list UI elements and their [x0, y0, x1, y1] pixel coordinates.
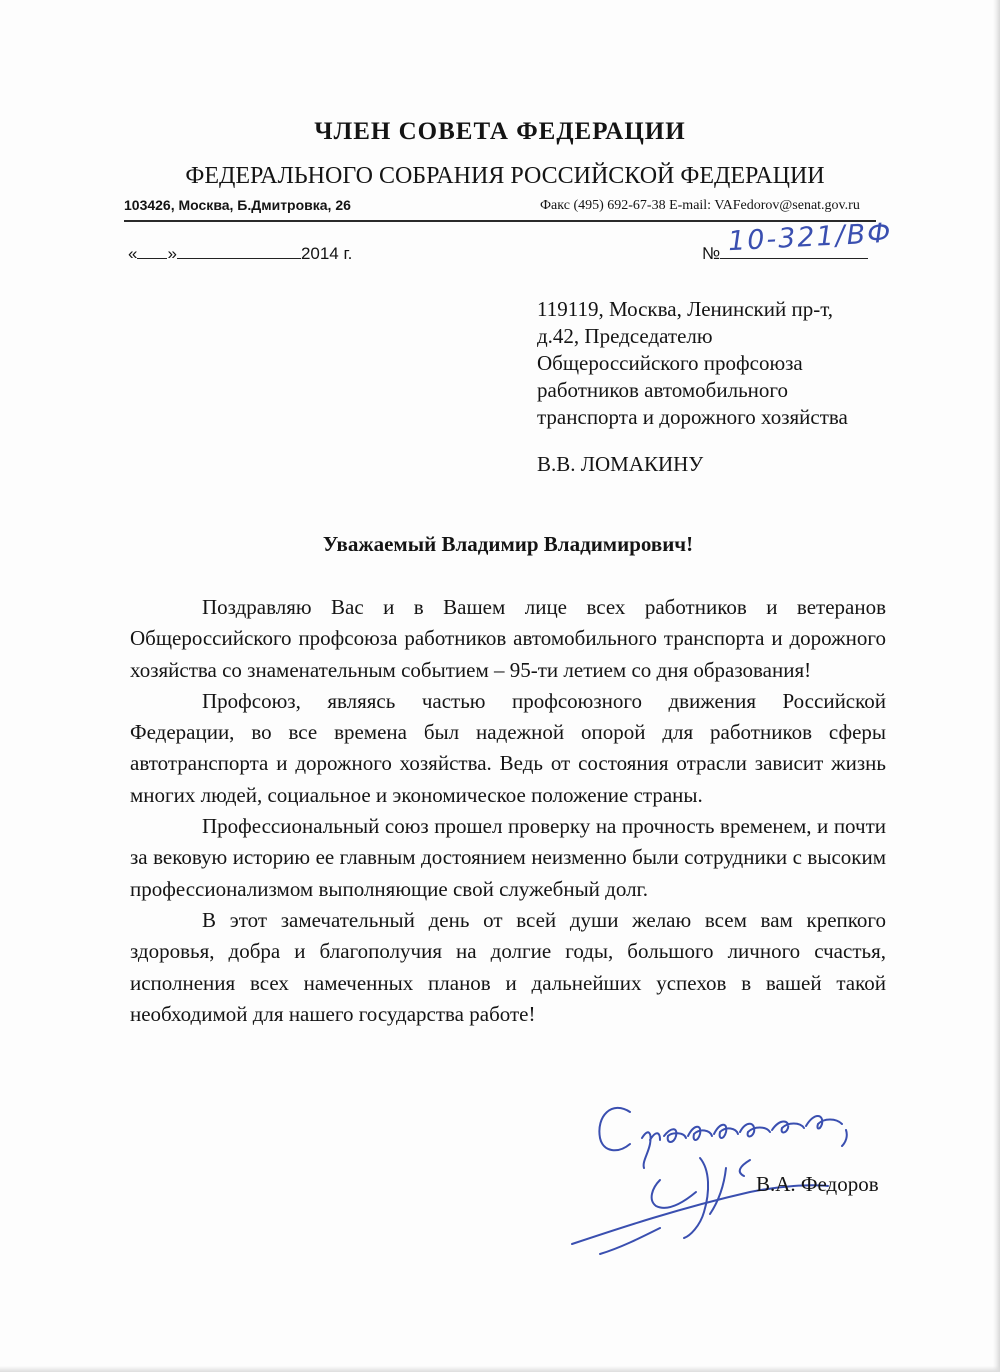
recipient-line: Общероссийского профсоюза: [537, 351, 803, 375]
letterhead-contacts: Факс (495) 692-67-38 E-mail: VAFedorov@senat.gov.ru: [540, 198, 860, 213]
body-paragraph: Профессиональный союз прошел проверку на прочность временем, и почти за вековую историю ее главным достоянием неизменно были сотрудники с высоким профессионализмом выполняющие свой служебный долг.: [130, 814, 886, 901]
date-month-blank: [177, 244, 301, 259]
date-open-quote: «: [128, 244, 138, 263]
body-paragraph: В этот замечательный день от всей души желаю всем вам крепкого здоровья, добра и благополучия на долгие годы, большого личного счастья, исполнения всех намеченных планов и дальнейших успехов в вашей такой необходимой для нашего государства работе!: [130, 907, 886, 1026]
document-number-label: №: [702, 244, 721, 263]
recipient-line: транспорта и дорожного хозяйства: [537, 405, 848, 429]
recipient-name: В.В. ЛОМАКИНУ: [537, 452, 704, 476]
letter-body: [130, 592, 886, 1030]
recipient-address: [537, 296, 917, 431]
date-close-quote: »: [167, 244, 177, 263]
salutation: Уважаемый Владимир Владимирович!: [322, 532, 694, 556]
letterhead-title: ЧЛЕН СОВЕТА ФЕДЕРАЦИИ: [314, 118, 686, 145]
letterhead-divider: [124, 220, 876, 222]
recipient-line: д.42, Председателю: [537, 324, 713, 348]
recipient-line: 119119, Москва, Ленинский пр-т,: [537, 297, 834, 321]
date-day-blank: [137, 244, 167, 259]
letterhead-address: 103426, Москва, Б.Дмитровка, 26: [124, 197, 351, 213]
body-paragraph: Поздравляю Вас и в Вашем лице всех работников и ветеранов Общероссийского профсоюза работников автомобильного транспорта и дорожного хозяйства со знаменательным событием – 95-ти летием со дня образования!: [130, 595, 886, 682]
document-number-handwritten: 10-321/ВФ: [727, 217, 894, 258]
date-year: 2014 г.: [300, 244, 353, 263]
letterhead-subtitle: ФЕДЕРАЛЬНОГО СОБРАНИЯ РОССИЙСКОЙ ФЕДЕРАЦИИ: [185, 163, 825, 189]
scan-edge-shadow: [993, 0, 1000, 1372]
recipient-line: работников автомобильного: [537, 378, 788, 402]
body-paragraph: Профсоюз, являясь частью профсоюзного движения Российской Федерации, во все времена был надежной опорой для работников сферы автотранспорта и дорожного хозяйства. Ведь от состояния отрасли зависит жизнь многих людей, социальное и экономическое положение страны.: [130, 688, 886, 807]
date-field: [128, 244, 352, 264]
scan-edge-shadow-bottom: [0, 1366, 1000, 1372]
signer-name: В.А. Федоров: [756, 1172, 879, 1196]
